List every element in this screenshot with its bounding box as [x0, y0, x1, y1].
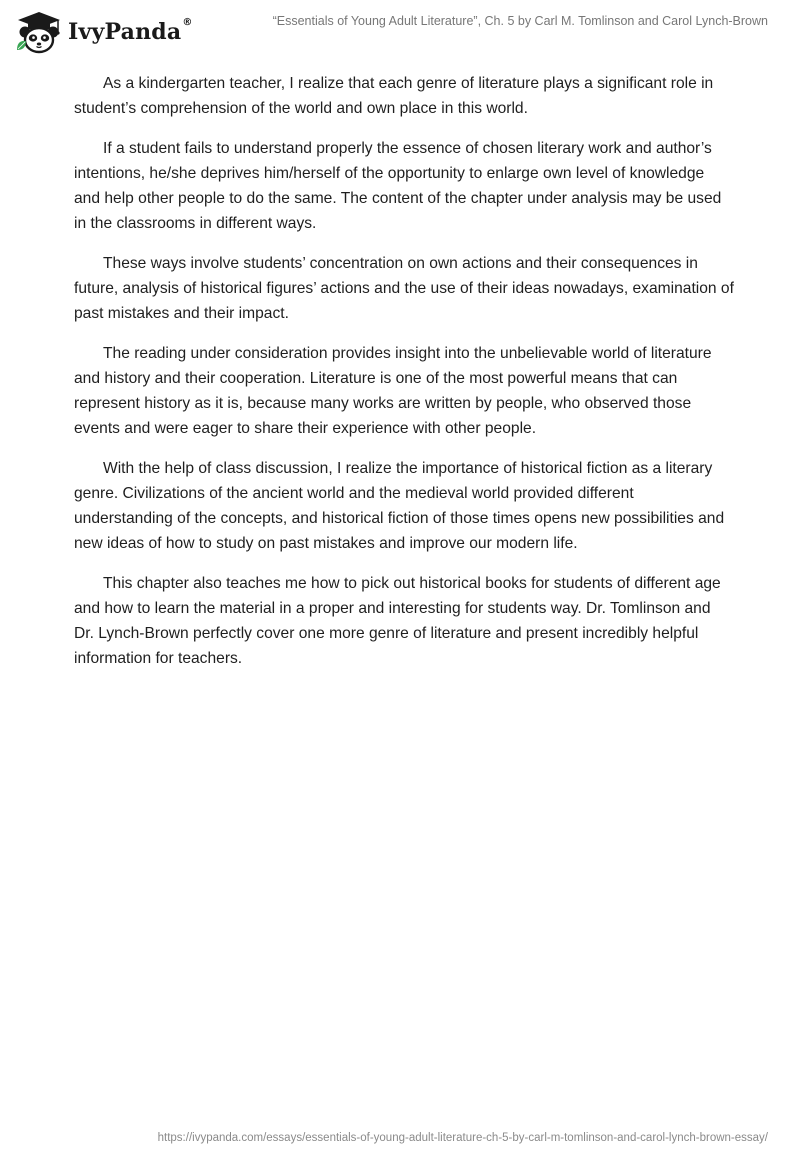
- page-header: [0, 0, 800, 60]
- paragraph: If a student fails to understand properly the essence of chosen literary work and author’s intentions, he/she deprives him/herself of the opportunity to enlarge own level of knowledge and help other people to do the same. The content of the chapter under analysis may be used in the classrooms in different ways.: [74, 140, 722, 232]
- document-title: “Essentials of Young Adult Literature”, Ch. 5 by Carl M. Tomlinson and Carol Lynch-Brown: [272, 14, 768, 28]
- paragraph: The reading under consideration provides insight into the unbelievable world of literature and history and their cooperation. Literature is one of the most powerful means that can represent history as it is, because many works are written by people, who observed those events and were eager to share their experience with other people.: [74, 345, 712, 437]
- ivypanda-logo[interactable]: [14, 10, 193, 54]
- essay-body: [74, 71, 734, 686]
- registered-mark: ®: [182, 17, 193, 28]
- paragraph: These ways involve students’ concentration on own actions and their consequences in future, analysis of historical figures’ actions and the use of their ideas nowadays, examination of past mistakes and their impact.: [74, 255, 734, 322]
- paragraph: This chapter also teaches me how to pick out historical books for students of different age and how to learn the material in a proper and interesting for students way. Dr. Tomlinson and Dr. Lynch-Brown perfectly cover one more genre of literature and present incredibly helpful information for teachers.: [74, 575, 721, 667]
- paragraph: With the help of class discussion, I realize the importance of historical fiction as a literary genre. Civilizations of the ancient world and the medieval world provided different understanding of the concepts, and historical fiction of those times opens new possibilities and new ideas of how to study on past mistakes and improve our modern life.: [74, 460, 725, 552]
- logo-wordmark: IvyPanda®: [68, 17, 193, 45]
- panda-graduate-icon: [14, 10, 64, 54]
- source-url-link[interactable]: https://ivypanda.com/essays/essentials-of-young-adult-literature-ch-5-by-carl-m-tomlinson-and-carol-lynch-brown-essay/: [157, 1132, 768, 1144]
- paragraph: As a kindergarten teacher, I realize that each genre of literature plays a significant role in student’s comprehension of the world and own place in this world.: [74, 75, 714, 117]
